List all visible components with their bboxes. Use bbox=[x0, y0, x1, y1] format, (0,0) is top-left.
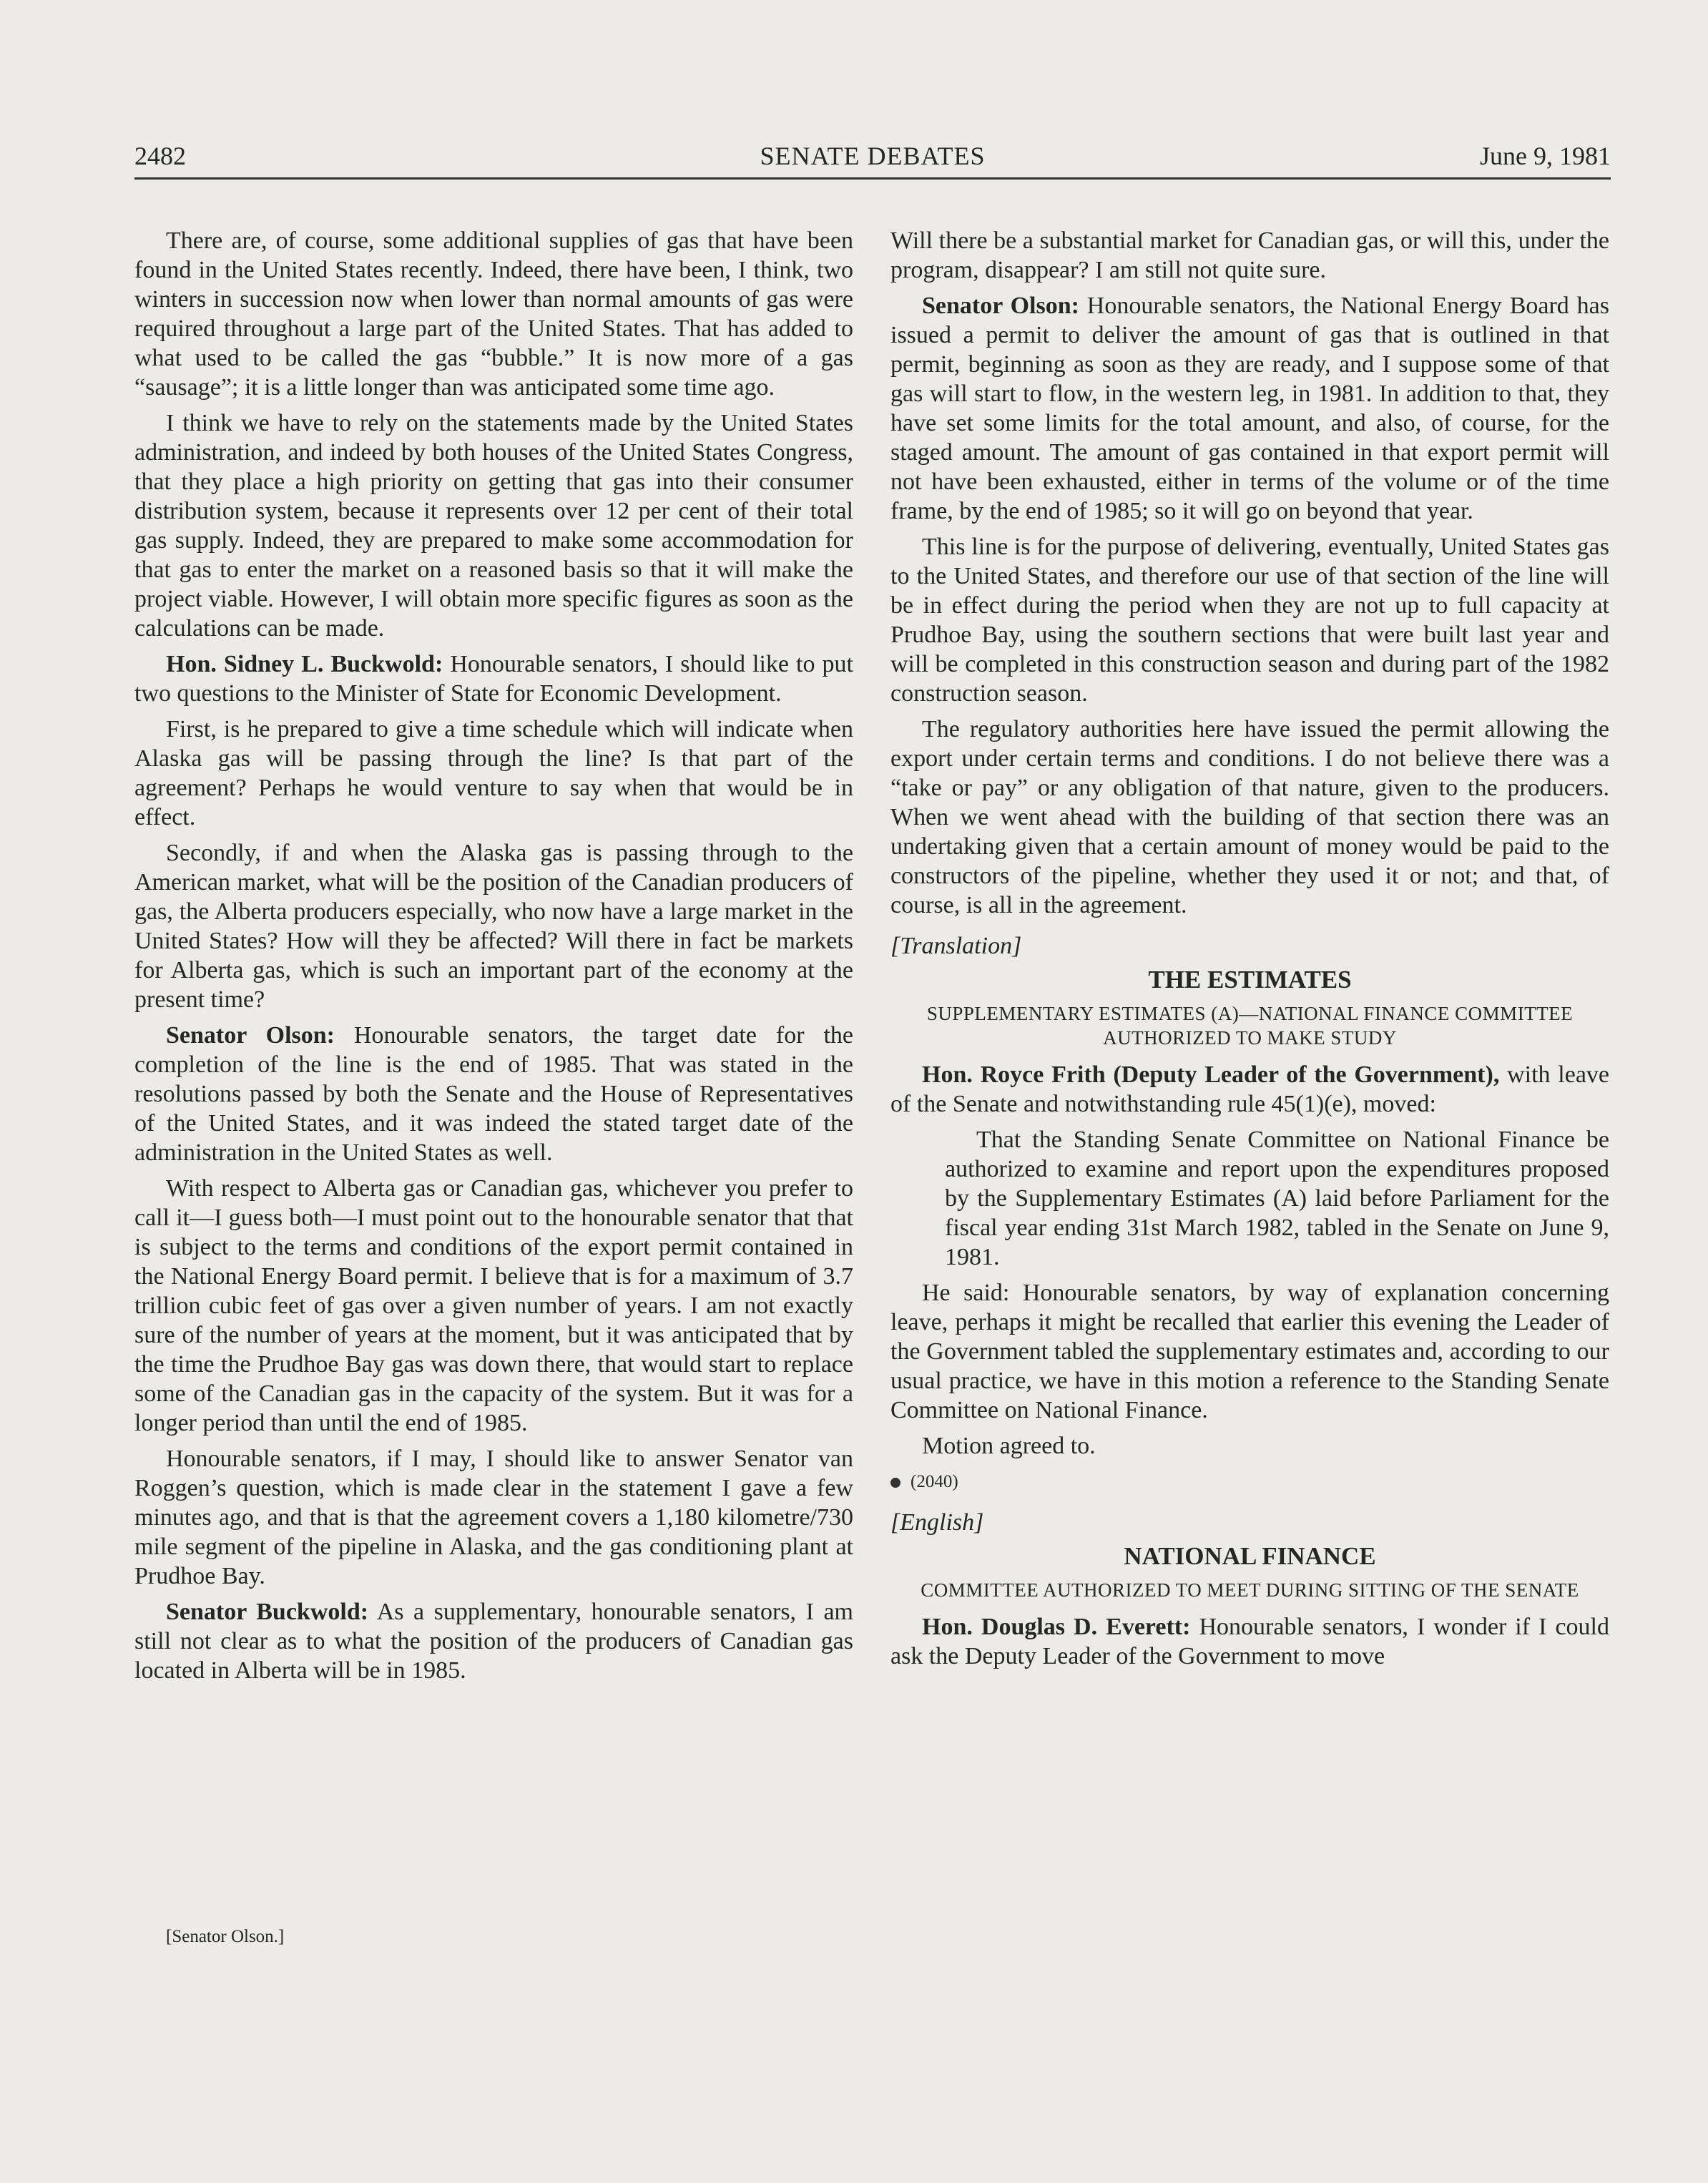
paragraph: The regulatory authorities here have issued the permit allowing the export under certain terms and conditions. I do not believe there was a “take or pay” or any obligation of that nature, given to the producers. When we went ahead with the building of that section there was an undertaking given that a certain amount of money would be paid to the constructors of the pipeline, whether they used it or not; and that, of course, is all in the agreement. bbox=[890, 716, 1609, 918]
language-tag: [Translation] bbox=[890, 933, 1022, 959]
paragraph: Honourable senators, if I may, I should like to answer Senator van Roggen’s question, which is made clear in the statement I gave a few minutes ago, and that is that the agreement covers a 1,180 kilometre/730 mile segment of the pipeline in Alaska, and the gas conditioning plant at Prudhoe Bay. bbox=[134, 1446, 853, 1589]
language-tag-text: English bbox=[900, 1509, 975, 1536]
paragraph bbox=[890, 291, 1609, 526]
speech-text: Honourable senators, the National Energy Board has issued a permit to deliver the amount of gas that is outlined in that permit, beginning as soon as they are ready, and I suppose some of that gas will start to flow, in the western leg, in 1981. In addition to that, they have set some limits for the total amount, and also, of course, for the staged amount. The amount of gas contained in that export permit will not have been exhausted, either in terms of the volume or of the time frame, by the end of 1985; so it will go on beyond that year. bbox=[890, 293, 1609, 524]
language-tag-text: Translation bbox=[900, 933, 1013, 959]
section-subheading: SUPPLEMENTARY ESTIMATES (A)—NATIONAL FINANCE COMMITTEE AUTHORIZED TO MAKE STUDY bbox=[926, 1003, 1574, 1049]
publication-title: SENATE DEBATES bbox=[760, 142, 986, 170]
paragraph bbox=[890, 1060, 1609, 1119]
running-footer: [Senator Olson.] bbox=[166, 1927, 285, 1946]
right-column bbox=[890, 226, 1609, 1677]
speaker-name: Senator Olson: bbox=[922, 293, 1079, 319]
paragraph: This line is for the purpose of delivering, eventually, United States gas to the United States, and therefore our use of that section of the line will be in effect during the period when they are not up to full capacity at Prudhoe Bay, using the southern sections that were built last year and will be completed in this construction season and during part of the 1982 construction season. bbox=[890, 534, 1609, 707]
speaker-name: Hon. Sidney L. Buckwold: bbox=[166, 651, 443, 677]
paragraph bbox=[890, 1612, 1609, 1671]
left-column bbox=[134, 226, 853, 1692]
section-heading: THE ESTIMATES bbox=[1148, 966, 1352, 994]
motion-quote: That the Standing Senate Committee on National Finance be authorized to examine and report upon the expenditures proposed by the Supplementary Estimates (A) laid before Parliament for the fiscal year ending 31st March 1982, tabled in the Senate on June 9, 1981. bbox=[945, 1127, 1609, 1270]
paragraph: Will there be a substantial market for Canadian gas, or will this, under the program, disappear? I am still not quite sure. bbox=[890, 227, 1609, 283]
section-heading: NATIONAL FINANCE bbox=[1124, 1542, 1376, 1570]
speech-text: Honourable senators, I should like to put two questions to the Minister of State for Economic Development. bbox=[134, 651, 853, 707]
paragraph bbox=[134, 1021, 853, 1167]
language-tag: [English] bbox=[890, 1509, 984, 1536]
timestamp-text: (2040) bbox=[911, 1472, 958, 1491]
paragraph: First, is he prepared to give a time schedule which will indicate when Alaska gas will be passing through the line? Is that part of the agreement? Perhaps he would venture to say when that would be in effect. bbox=[134, 716, 853, 830]
speaker-name: Hon. Douglas D. Everett: bbox=[922, 1614, 1191, 1640]
section-subheading: COMMITTEE AUTHORIZED TO MEET DURING SITTING OF THE SENATE bbox=[921, 1579, 1579, 1601]
paragraph: Secondly, if and when the Alaska gas is passing through to the American market, what will be the position of the Canadian producers of gas, the Alberta producers especially, who now have a large market in the United States? How will they be affected? Will there in fact be markets for Alberta gas, which is such an important part of the economy at the present time? bbox=[134, 840, 853, 1013]
timestamp bbox=[890, 1467, 1609, 1496]
paragraph bbox=[134, 649, 853, 708]
paragraph: He said: Honourable senators, by way of explanation concerning leave, perhaps it might be recalled that earlier this evening the Leader of the Government tabled the supplementary estimates and, according to our usual practice, we have in this motion a reference to the Standing Senate Committee on National Finance. bbox=[890, 1280, 1609, 1423]
speech-text: As a supplementary, honourable senators, I am still not clear as to what the position of the producers of Canadian gas located in Alberta will be in 1985. bbox=[134, 1599, 853, 1684]
paragraph: With respect to Alberta gas or Canadian gas, whichever you prefer to call it—I guess both—I must point out to the honourable senator that that is subject to the terms and conditions of the export permit contained in the National Energy Board permit. I believe that is for a maximum of 3.7 trillion cubic feet of gas over a given number of years. I am not exactly sure of the number of years at the moment, but it was anticipated that by the time the Prudhoe Bay gas was down there, that would start to replace some of the Canadian gas in the capacity of the system. But it was for a longer period than until the end of 1985. bbox=[134, 1175, 853, 1436]
paragraph bbox=[134, 1597, 853, 1685]
speaker-name: Senator Olson: bbox=[166, 1022, 335, 1049]
speech-text: with leave of the Senate and notwithstanding rule 45(1)(e), moved: bbox=[890, 1061, 1609, 1117]
bullet-icon bbox=[890, 1478, 900, 1488]
paragraph: I think we have to rely on the statements made by the United States administration, and indeed by both houses of the United States Congress, that they place a high priority on getting that gas into their consumer distribution system, because it represents over 12 per cent of their total gas supply. Indeed, they are prepared to make some accommodation for that gas to enter the market on a reasoned basis so that it will make the project viable. However, I will obtain more specific figures as soon as the calculations can be made. bbox=[134, 410, 853, 642]
speaker-name: Hon. Royce Frith (Deputy Leader of the Government), bbox=[922, 1061, 1500, 1088]
speaker-name: Senator Buckwold: bbox=[166, 1599, 369, 1625]
speech-text: Honourable senators, I wonder if I could ask the Deputy Leader of the Government to move bbox=[890, 1614, 1609, 1669]
page-number: 2482 bbox=[134, 142, 186, 170]
paragraph: There are, of course, some additional supplies of gas that have been found in the United States recently. Indeed, there have been, I think, two winters in succession now when lower than normal amounts of gas were required throughout a large part of the United States. That has added to what used to be called the gas “bubble.” It is now more of a gas “sausage”; it is a little longer than was anticipated some time ago. bbox=[134, 227, 853, 401]
issue-date: June 9, 1981 bbox=[1480, 142, 1611, 170]
page-header bbox=[134, 140, 1611, 180]
paragraph: Motion agreed to. bbox=[922, 1433, 1096, 1459]
speech-text: Honourable senators, the target date for the completion of the line is the end of 1985. That was stated in the resolutions passed by both the Senate and the House of Representatives of the United States, and it was indeed the stated target date of the administration in the United States as well. bbox=[134, 1022, 853, 1166]
